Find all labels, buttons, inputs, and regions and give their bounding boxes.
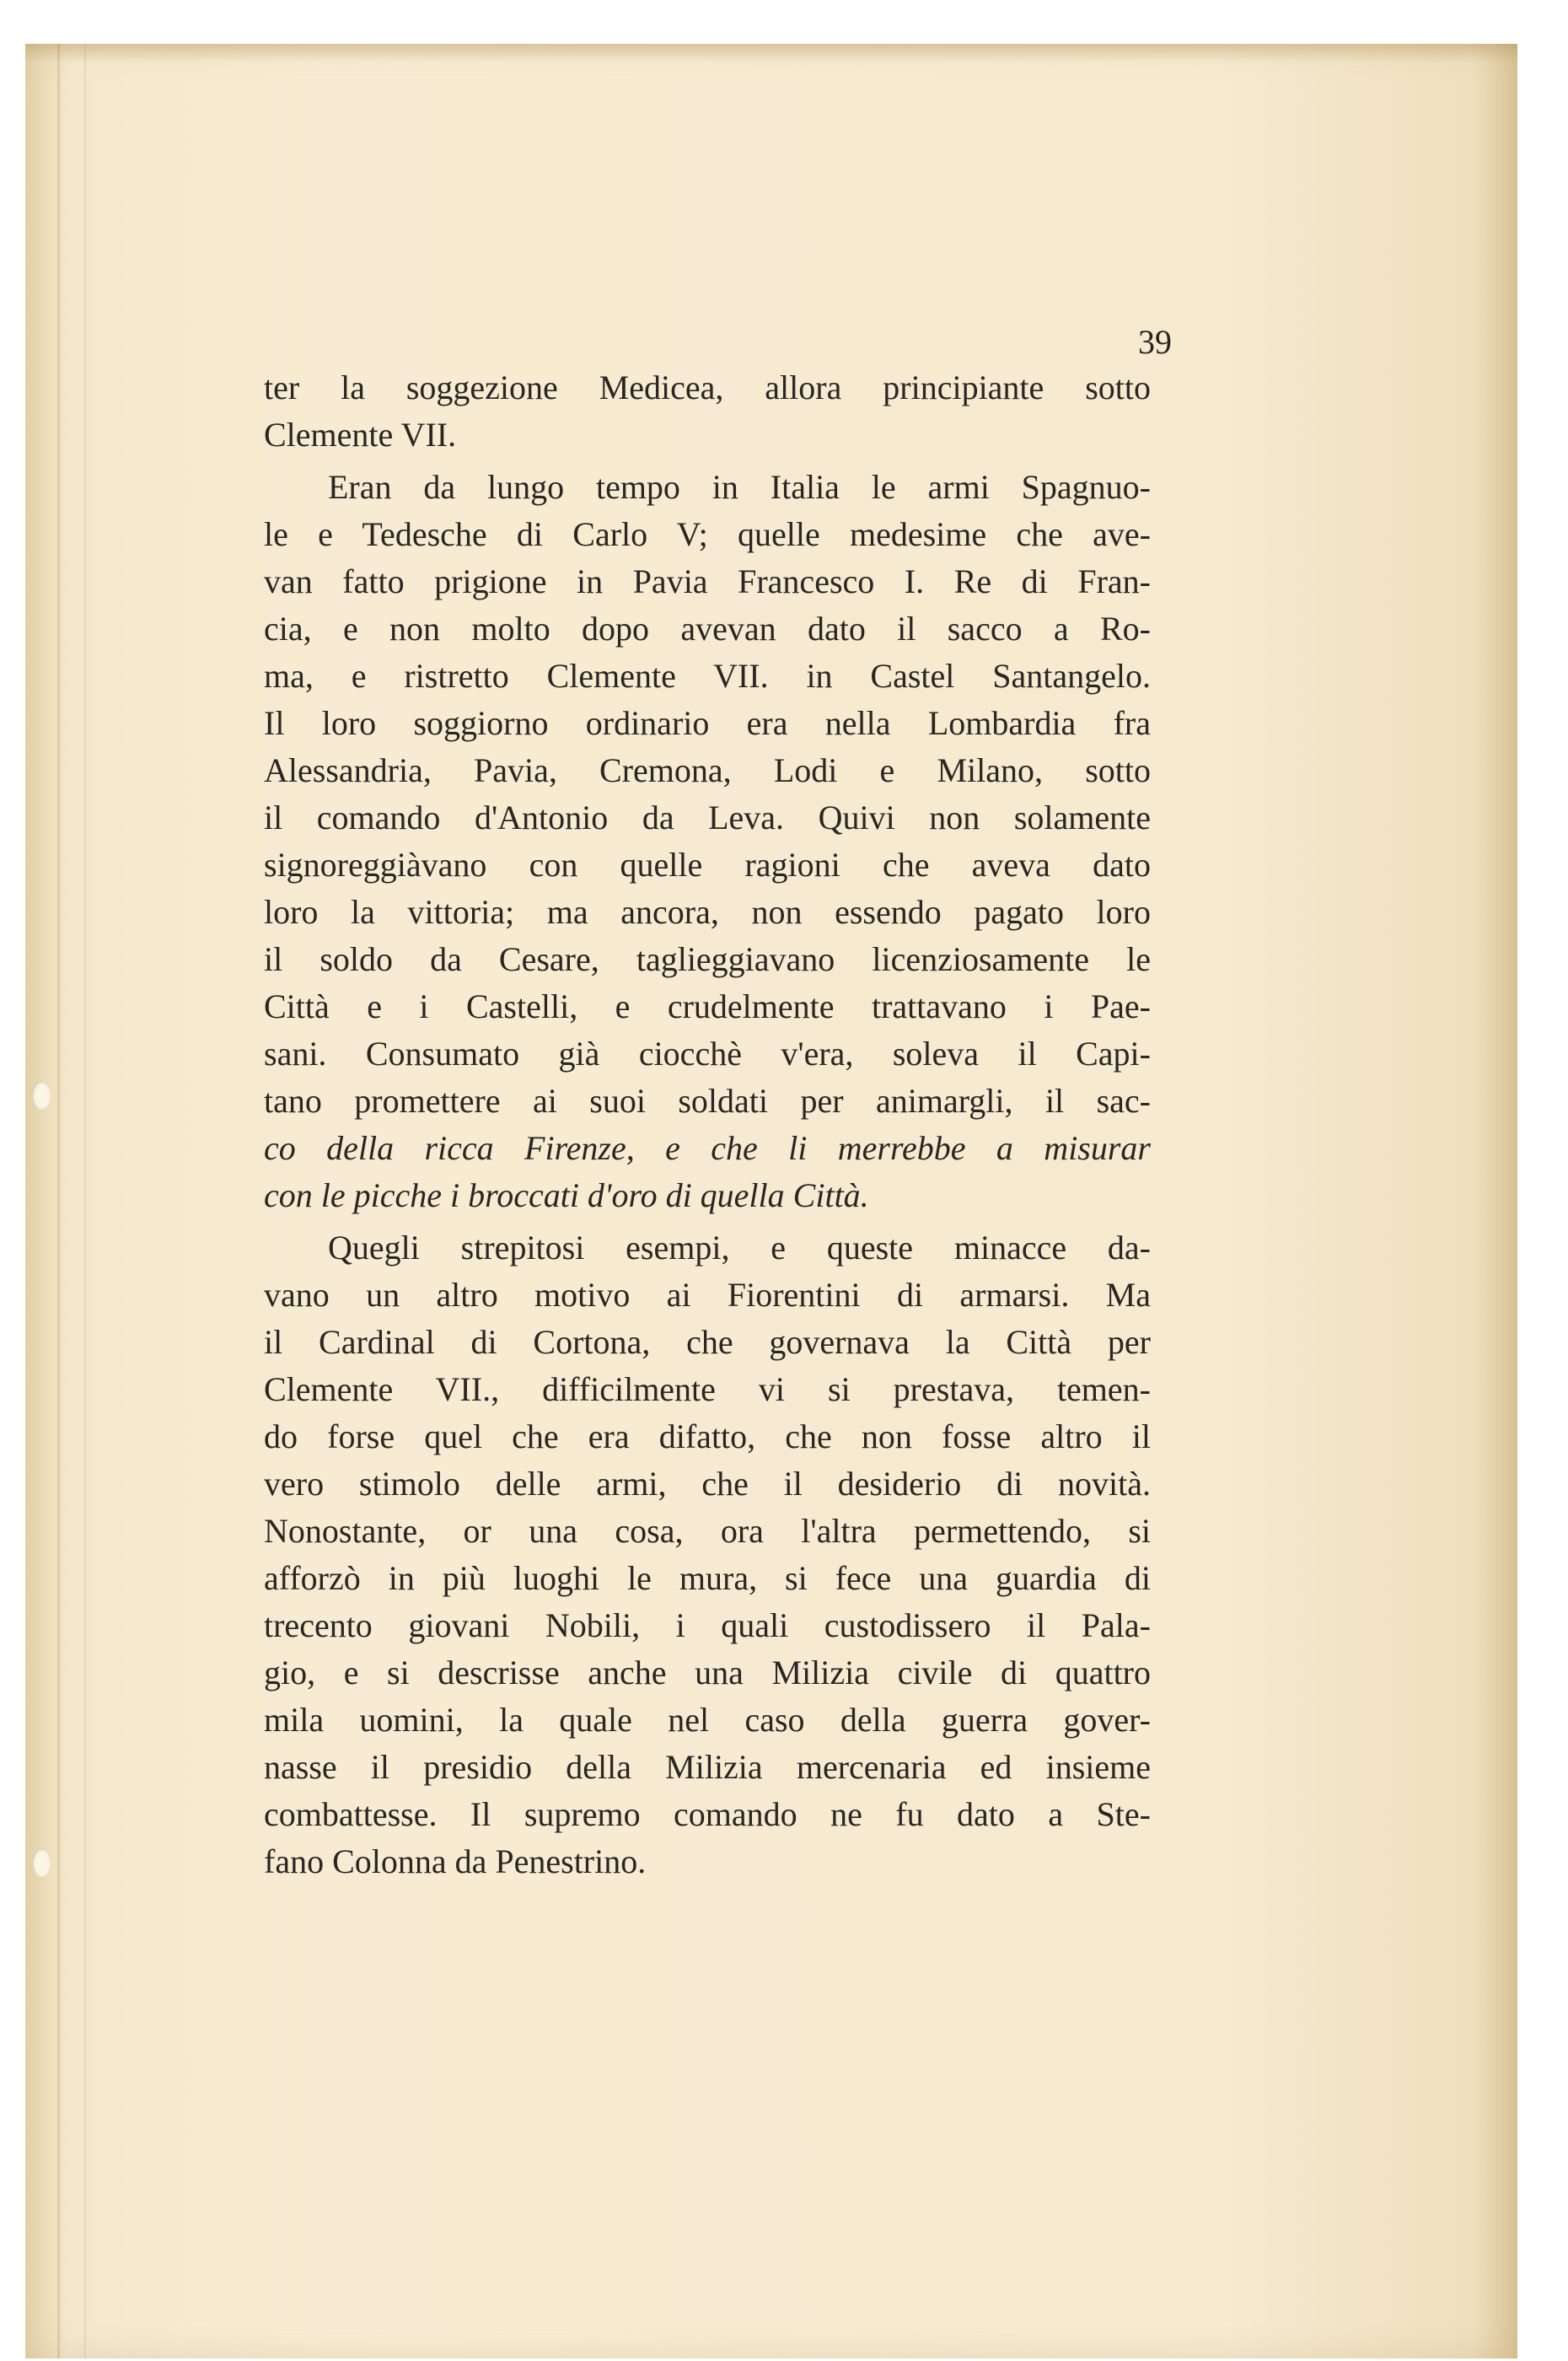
text-line-italic: con le picche i broccati d'oro di quella Città. (264, 1176, 869, 1214)
text-line: ma, e ristretto Clemente VII. in Castel Santangelo. (264, 657, 1151, 695)
text-line: Nonostante, or una cosa, ora l'altra permettendo, si (264, 1512, 1151, 1550)
binding-hole-2 (32, 1848, 51, 1877)
text-line: le e Tedesche di Carlo V; quelle medesime che ave- (264, 515, 1151, 553)
text-line: il Cardinal di Cortona, che governava la Città per (264, 1323, 1151, 1361)
text-line: combattesse. Il supremo comando ne fu dato a Ste- (264, 1795, 1151, 1833)
binding-fold (57, 44, 61, 2358)
text-line: ter la soggezione Medicea, allora principiante sotto (264, 368, 1151, 406)
sheet-top-edge (25, 44, 1517, 62)
text-line: cia, e non molto dopo avevan dato il sacco a Ro- (264, 610, 1151, 648)
text-line: Clemente VII. (264, 416, 457, 454)
text-line: il soldo da Cesare, taglieggiavano licenziosamente le (264, 940, 1151, 978)
text-line: afforzò in più luoghi le mura, si fece una guardia di (264, 1559, 1151, 1597)
body-text (264, 364, 1151, 1885)
text-line: sani. Consumato già ciocchè v'era, soleva il Capi- (264, 1035, 1151, 1073)
binding-crease (84, 44, 86, 2358)
text-line: Quegli strepitosi esempi, e queste minacce da- (328, 1229, 1151, 1267)
text-line: van fatto prigione in Pavia Francesco I. Re di Fran- (264, 562, 1151, 600)
text-line: Clemente VII., difficilmente vi si prestava, temen- (264, 1370, 1151, 1408)
text-line: il comando d'Antonio da Leva. Quivi non solamente (264, 799, 1151, 836)
text-line: Il loro soggiorno ordinario era nella Lombardia fra (264, 704, 1151, 742)
text-line: trecento giovani Nobili, i quali custodissero il Pala- (264, 1606, 1151, 1644)
text-line: signoreggiàvano con quelle ragioni che aveva dato (264, 846, 1151, 884)
text-line: vano un altro motivo ai Fiorentini di armarsi. Ma (264, 1276, 1151, 1314)
text-line: Città e i Castelli, e crudelmente trattavano i Pae- (264, 987, 1151, 1025)
text-line: vero stimolo delle armi, che il desiderio di novità. (264, 1465, 1151, 1503)
page-number: 39 (1138, 323, 1172, 361)
text-line-italic: co della ricca Firenze, e che li merrebbe a misurar (264, 1129, 1151, 1167)
binding-hole-1 (32, 1081, 51, 1110)
text-line: loro la vittoria; ma ancora, non essendo pagato loro (264, 893, 1151, 931)
text-line: mila uomini, la quale nel caso della guerra gover- (264, 1701, 1151, 1739)
text-line: do forse quel che era difatto, che non fosse altro il (264, 1417, 1151, 1455)
text-line: nasse il presidio della Milizia mercenaria ed insieme (264, 1748, 1151, 1786)
text-line: Eran da lungo tempo in Italia le armi Spagnuo- (328, 468, 1151, 506)
text-line: fano Colonna da Penestrino. (264, 1842, 647, 1880)
text-line: tano promettere ai suoi soldati per animargli, il sac- (264, 1082, 1151, 1120)
text-line: gio, e si descrisse anche una Milizia civile di quattro (264, 1654, 1151, 1691)
text-line: Alessandria, Pavia, Cremona, Lodi e Milano, sotto (264, 751, 1151, 789)
